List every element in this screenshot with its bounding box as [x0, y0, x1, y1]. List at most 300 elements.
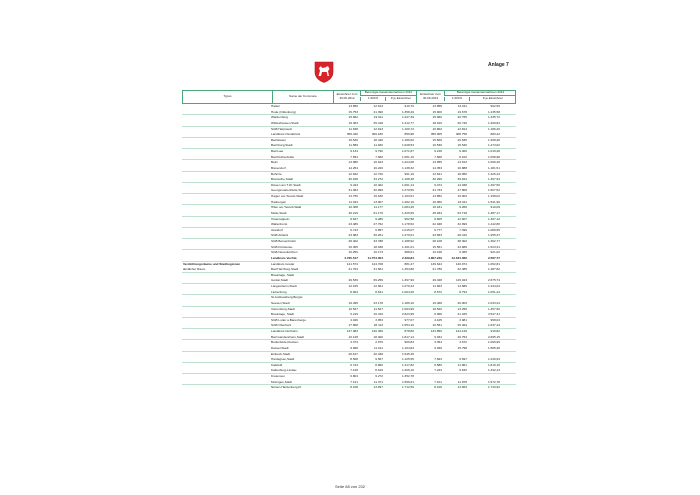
header-ew-2013: Einwohner zum 30.06.2013	[416, 91, 444, 104]
cell-je-ew-2012: 988,61	[404, 250, 414, 255]
cell-kommune: Landkreis Osnabrück	[271, 132, 301, 137]
cell-kommune: Dissen am T.W.,Stadt	[271, 182, 301, 187]
data-table-body	[182, 104, 516, 391]
cell-je-ew-2012: 1.071,87	[401, 149, 414, 153]
cell-ew-2013: 22.948	[432, 222, 442, 227]
cell-einnahmen-2012: 34.272	[373, 177, 383, 182]
cell-kommune: Georgsmarienhütte,St.	[271, 188, 303, 193]
cell-einnahmen-2012: 11.754.004	[367, 255, 383, 260]
cell-einnahmen-2012: 8.641	[375, 289, 383, 294]
cell-je-ew-2012: 1.094,99	[401, 306, 414, 311]
cell-je-ew-2012: 1.103,51	[401, 194, 414, 198]
cell-ew-2012: 7.121	[350, 379, 358, 384]
cell-ew-2013: 9.374	[434, 182, 442, 187]
cell-ew-2013: 6.068	[434, 312, 442, 317]
cell-ew-2012: 13.850	[348, 104, 358, 108]
cell-ew-2012: 15.753	[348, 109, 358, 114]
cell-einnahmen-2012: 18.400	[373, 334, 383, 339]
cell-je-ew-2012: 1.312,77	[401, 120, 414, 125]
cell-je-ew-2013: 958,03	[490, 317, 500, 322]
cell-ew-2013: 7.101	[434, 379, 442, 384]
cell-je-ew-2012: 2.469,84	[401, 255, 414, 260]
cell-ew-2012: 16.305	[348, 244, 358, 249]
cell-ew-2012: 137.083	[346, 329, 358, 333]
cell-typ: ländlicher Raum	[183, 267, 206, 272]
cell-einnahmen-2012: 40.438	[373, 351, 383, 356]
cell-kommune: Braunlage, Stadt	[271, 272, 295, 277]
cell-einnahmen-2012: 7.660	[375, 154, 383, 159]
cell-ew-2012: 6.804	[350, 374, 358, 378]
cell-ew-2013: 45.934	[432, 210, 442, 215]
cell-je-ew-2013: 1.409,84	[487, 120, 500, 125]
cell-ew-2012: 30.918	[348, 177, 358, 182]
cell-kommune: Wallenhorst	[271, 222, 288, 227]
cell-ew-2012: 12.015	[348, 284, 358, 288]
cell-kommune: Bad Iburg,Stadt	[271, 143, 293, 148]
cell-kommune: Landkreis Goslar	[271, 261, 295, 266]
cell-kommune: Hasbergen	[271, 199, 287, 204]
cell-je-ew-2013: 1.362,77	[487, 239, 500, 243]
cell-ew-2013: 9.934	[434, 334, 442, 339]
cell-je-ew-2013: 2.587,77	[487, 255, 500, 260]
cell-ew-2012: 19.363	[348, 120, 358, 125]
header-2012-sub2: € je Einwohner	[385, 97, 416, 101]
cell-einnahmen-2012: 306.186	[371, 132, 383, 137]
cell-je-ew-2012: 859,98	[404, 132, 414, 137]
cell-kommune: Bissendorf	[271, 165, 286, 170]
cell-kommune: Belm	[271, 160, 279, 165]
cell-je-ew-2012: 1.270,56	[401, 188, 414, 193]
cell-einnahmen-2013: 38.302	[457, 239, 467, 243]
cell-je-ew-2013: 1.497,50	[487, 182, 500, 187]
cell-je-ew-2013: 1.240,93	[487, 357, 500, 362]
cell-einnahmen-2013: 146.974	[455, 261, 467, 266]
cell-je-ew-2013: 1.089,55	[487, 227, 500, 232]
cell-einnahmen-2012: 9.567	[375, 357, 383, 362]
cell-einnahmen-2013: 39.624	[457, 177, 467, 182]
cell-ew-2013: 18.916	[432, 120, 442, 125]
cell-kommune: Kalefeld	[271, 362, 283, 367]
cell-einnahmen-2012: 30.261	[373, 233, 383, 238]
cell-einnahmen-2013: 21.325	[457, 312, 467, 317]
cell-je-ew-2013: 2.675,74	[487, 278, 500, 283]
cell-ew-2013: 10.168	[432, 250, 442, 255]
cell-je-ew-2012: 1.161,01	[401, 244, 414, 249]
cell-ew-2012: 23.486	[348, 222, 358, 227]
cell-je-ew-2013: 1.181,51	[487, 165, 500, 170]
cell-ew-2013: 12.641	[432, 171, 442, 176]
cell-einnahmen-2013: 20.003	[457, 300, 467, 305]
cell-einnahmen-2012: 12.913	[373, 126, 383, 131]
cell-ew-2012: 23.983	[348, 233, 358, 238]
cell-ew-2013: 14.353	[432, 165, 442, 170]
cell-ew-2012: 10.527	[348, 306, 358, 311]
cell-ew-2013: 15.960	[432, 115, 442, 120]
cell-ew-2012: 8.604	[350, 289, 358, 294]
cell-einnahmen-2013: 9.632	[459, 368, 467, 373]
cell-ew-2013: 9.939	[434, 345, 442, 350]
cell-je-ew-2013: 1.426,43	[487, 171, 500, 176]
cell-einnahmen-2013: 14.038	[457, 182, 467, 187]
appendix-label: Anlage 7	[488, 62, 509, 68]
cell-ew-2013: 9.218	[434, 149, 442, 153]
cell-einnahmen-2012: 13.997	[373, 385, 383, 390]
cell-einnahmen-2012: 11.920	[373, 143, 383, 148]
cell-einnahmen-2013: 8.793	[459, 289, 467, 294]
cell-ew-2012: 21.763	[348, 267, 358, 272]
cell-ew-2013: 7.823	[434, 357, 442, 362]
cell-einnahmen-2012: 10.462	[373, 182, 383, 187]
cell-einnahmen-2012: 8.860	[375, 362, 383, 367]
cell-je-ew-2013: 1.743,92	[487, 385, 500, 390]
cell-einnahmen-2012: 12.661	[373, 284, 383, 288]
cell-einnahmen-2013: 9.365	[459, 250, 467, 255]
cell-ew-2013: 30.296	[432, 177, 442, 182]
cell-kommune: Bad Essen	[271, 137, 286, 142]
cell-ew-2012: 4.735.517	[344, 255, 358, 260]
cell-einnahmen-2013: 9.266	[459, 205, 467, 210]
cell-einnahmen-2012: 9.272	[375, 374, 383, 378]
cell-ew-2013: 28.108	[432, 239, 442, 243]
cell-ew-2012: 26.167	[348, 351, 358, 356]
cell-einnahmen-2012: 19.911	[373, 115, 383, 120]
cell-je-ew-2013: 880,42	[490, 132, 500, 137]
cell-je-ew-2012: 991,19	[404, 171, 414, 176]
cell-ew-2012: 7.128	[350, 368, 358, 373]
cell-ew-2012: 6.743	[350, 227, 358, 232]
cell-einnahmen-2013: 23.689	[457, 244, 467, 249]
cell-einnahmen-2013: 14.913	[457, 160, 467, 165]
cell-einnahmen-2012: 11.177	[373, 205, 383, 210]
cell-einnahmen-2012: 21.390	[373, 109, 383, 114]
cell-kommune: SGB Fürstenau	[271, 244, 293, 249]
cell-ew-2012: 6.723	[350, 362, 358, 367]
cell-kommune: SGB Harpstedt	[271, 126, 292, 131]
cell-ew-2012: 141.574	[346, 261, 358, 266]
cell-je-ew-2013: 1.186,20	[487, 126, 500, 131]
cell-je-ew-2013: 1.507,52	[487, 188, 500, 193]
cell-einnahmen-2012: 11.527	[373, 306, 383, 311]
cell-einnahmen-2013: 12.814	[457, 126, 467, 131]
cell-kommune: Hatten	[271, 104, 281, 108]
cell-einnahmen-2013: 19.678	[457, 109, 467, 114]
cell-ew-2013: 31.733	[432, 188, 442, 193]
cell-je-ew-2012: 1.186,62	[401, 137, 414, 142]
cell-je-ew-2012: 1.224,08	[401, 160, 414, 165]
cell-je-ew-2013: 1.473,62	[487, 143, 500, 148]
cell-kommune: Seesen,Stadt	[271, 300, 290, 305]
cell-je-ew-2012: 1.070,43	[401, 284, 414, 288]
cell-je-ew-2013: 1.257,50	[487, 306, 500, 311]
cell-je-ew-2012: 878,80	[404, 329, 414, 333]
cell-ew-2012: 10.128	[348, 334, 358, 339]
cell-je-ew-2012: 1.209,16	[401, 368, 414, 373]
cell-einnahmen-2013: 7.399	[459, 227, 467, 232]
cell-einnahmen-2012: 31.661	[373, 267, 383, 272]
cell-einnahmen-2013: 115.023	[456, 278, 467, 283]
cell-ew-2013: 134.850	[430, 329, 442, 333]
cell-kommune: Bramsche,Stadt	[271, 177, 294, 182]
cell-je-ew-2013: 1.019,28	[487, 149, 500, 153]
cell-einnahmen-2012: 12.720	[373, 171, 383, 176]
table-header	[182, 90, 516, 104]
cell-ew-2013: 3.354	[434, 340, 442, 345]
cell-ew-2013: 9.605	[434, 216, 442, 221]
cell-ew-2012: 11.638	[348, 126, 358, 131]
cell-einnahmen-2013: 124.129	[455, 329, 467, 333]
cell-je-ew-2012: 1.270,61	[401, 233, 414, 238]
cell-je-ew-2013: 1.307,12	[487, 216, 500, 221]
cell-einnahmen-2013: 16.911	[457, 199, 467, 204]
cell-ew-2012: 14.254	[348, 165, 358, 170]
cell-ew-2013: 10.520	[432, 306, 442, 311]
cell-einnahmen-2013: 32.385	[457, 267, 467, 272]
cell-ew-2012: 8.508	[350, 357, 358, 362]
cell-kommune: Goslar,Stadt	[271, 278, 289, 283]
cell-ew-2012: 12.842	[348, 171, 358, 176]
cell-je-ew-2013: 1.585,36	[487, 345, 500, 350]
cell-ew-2013: 11.823	[432, 284, 442, 288]
cell-ew-2013: 4.105	[434, 317, 442, 322]
cell-je-ew-2013: 1.541,96	[487, 199, 500, 204]
cell-kommune: Liebenburg	[271, 289, 287, 294]
cell-je-ew-2013: 1.672,78	[487, 379, 500, 384]
cell-je-ew-2013: 1.066,99	[487, 340, 500, 345]
cell-einnahmen-2012: 3.953	[375, 317, 383, 322]
cell-ew-2012: 11.589	[348, 143, 358, 148]
cell-ew-2012: 4.046	[350, 317, 358, 322]
cell-einnahmen-2013: 308.758	[455, 132, 467, 137]
cell-kommune: Landkreis Northeim	[271, 329, 298, 333]
cell-kommune: Einbeck,Stadt	[271, 351, 291, 356]
cell-ew-2012: 9.647	[350, 216, 358, 221]
cell-je-ew-2012: 1.247,39	[401, 115, 414, 120]
cell-ew-2013: 13.955	[432, 160, 442, 165]
cell-ew-2013: 10.539	[432, 143, 442, 148]
cell-kommune: Melle,Stadt	[271, 210, 287, 215]
cell-ew-2013: 15.900	[432, 109, 442, 114]
cell-ew-2013: 6.586	[434, 362, 442, 367]
cell-ew-2012: 13.756	[348, 194, 358, 198]
cell-je-ew-2012: 1.554,10	[401, 323, 414, 328]
cell-je-ew-2013: 1.368,28	[487, 137, 500, 142]
cell-je-ew-2013: 1.307,94	[487, 177, 500, 182]
cell-kommune: Wildeshausen,Stadt	[271, 120, 299, 125]
cell-je-ew-2012: 1.352,78	[401, 374, 414, 378]
cell-ew-2012: 356.430	[346, 132, 358, 137]
cell-einnahmen-2012: 27.762	[373, 222, 383, 227]
cell-ew-2013: 13.852	[432, 194, 442, 198]
lower-saxony-coat-of-arms-icon	[314, 61, 334, 83]
cell-einnahmen-2012: 11.371	[373, 379, 383, 384]
cell-je-ew-2013: 1.033,24	[487, 300, 500, 305]
cell-ew-2012: 31.963	[348, 188, 358, 193]
cell-je-ew-2012: 977,07	[404, 317, 414, 322]
cell-kommune: Bad Laer	[271, 149, 284, 153]
cell-einnahmen-2013: 11.861	[457, 362, 467, 367]
cell-ew-2013: 4.807.229	[428, 255, 442, 260]
cell-kommune: Dassel,Stadt	[271, 345, 289, 350]
cell-je-ew-2012: 1.015,07	[401, 227, 414, 232]
cell-einnahmen-2013: 28.410	[457, 233, 467, 238]
cell-ew-2013: 15.509	[432, 137, 442, 142]
cell-einnahmen-2012: 61.176	[373, 210, 383, 215]
cell-je-ew-2012: 1.138,32	[401, 165, 414, 170]
cell-je-ew-2012: 1.454,80	[401, 267, 414, 272]
cell-kommune: Vienenburg,Stadt	[271, 306, 295, 311]
cell-ew-2013: 10.181	[432, 205, 442, 210]
cell-je-ew-2013: 1.058,98	[487, 154, 500, 159]
cell-einnahmen-2012: 16.643	[373, 160, 383, 165]
cell-ew-2012: 46.219	[348, 210, 358, 215]
cell-ew-2012: 10.308	[348, 205, 358, 210]
cell-ew-2013: 19.468	[432, 300, 442, 305]
cell-je-ew-2013: 2.695,15	[487, 334, 500, 339]
cell-je-ew-2012: 1.125,55	[401, 357, 414, 362]
cell-je-ew-2012: 1.317,82	[401, 362, 414, 367]
cell-je-ew-2013: 1.158,02	[487, 194, 500, 198]
cell-kommune: SGB Lutter a.Barenberge	[271, 317, 306, 322]
cell-kommune: Bad Harzburg,Stadt	[271, 267, 299, 272]
cell-je-ew-2012: 1.596,61	[401, 379, 414, 384]
cell-kommune: Wardenburg	[271, 115, 288, 120]
cell-je-ew-2012: 1.189,10	[401, 300, 414, 305]
cell-kommune: Hude (Oldenburg)	[271, 109, 296, 114]
cell-einnahmen-2012: 23.178	[373, 300, 383, 305]
cell-einnahmen-2012: 13.907	[373, 199, 383, 204]
cell-kommune: Moringen,Stadt	[271, 379, 292, 384]
cell-je-ew-2013: 1.442,80	[487, 222, 500, 227]
cell-einnahmen-2012: 69.259	[373, 278, 383, 283]
cell-ew-2013: 10.551	[432, 323, 442, 328]
cell-je-ew-2013: 3.547,31	[487, 312, 500, 317]
cell-je-ew-2013: 1.099,46	[487, 160, 500, 165]
cell-einnahmen-2012: 40.999	[373, 188, 383, 193]
cell-einnahmen-2013: 13.256	[457, 306, 467, 311]
cell-einnahmen-2012: 16.226	[373, 165, 383, 170]
header-group-2012: Bereinigte Gesamteinnahmen 2012	[360, 91, 416, 96]
cell-je-ew-2013: 1.235,58	[487, 109, 500, 114]
cell-je-ew-2013: 1.387,17	[487, 210, 500, 215]
cell-ew-2012: 13.986	[348, 160, 358, 165]
cell-ew-2012: 15.540	[348, 137, 358, 142]
cell-je-ew-2012: 1.108,48	[401, 177, 414, 182]
cell-kommune: Ostercappeln	[271, 216, 290, 221]
cell-je-ew-2013: 1.335,72	[487, 115, 500, 120]
cell-je-ew-2013: 921,02	[490, 250, 500, 255]
cell-ew-2012: 9.423	[350, 182, 358, 187]
cell-je-ew-2012: 1.051,16	[401, 154, 414, 159]
cell-kommune: Hilter am Teutob.Wald	[271, 205, 302, 210]
header-group-2013: Bereinigte Gesamteinnahmen 2013	[444, 91, 516, 96]
cell-einnahmen-2012: 12.613	[373, 104, 383, 108]
cell-je-ew-2013: 1.810,15	[487, 362, 500, 367]
cell-kommune: Katlenburg-Lindau	[271, 368, 297, 373]
cell-kommune: Bad Gandersheim,Stadt	[271, 334, 305, 339]
cell-einnahmen-2013: 20.535	[457, 137, 467, 142]
cell-einnahmen-2013: 14.663	[457, 385, 467, 390]
cell-je-ew-2012: 1.084,26	[401, 205, 414, 210]
cell-ew-2012: 8.108	[350, 385, 358, 390]
cell-typ: Verdichtungsräume und Stadtregionen	[183, 261, 241, 266]
cell-je-ew-2012: 1.262,16	[401, 199, 414, 204]
cell-ew-2012: 9.134	[350, 149, 358, 153]
cell-einnahmen-2013: 16.888	[457, 165, 467, 170]
cell-einnahmen-2012: 9.790	[375, 149, 383, 153]
cell-je-ew-2012: 1.028,53	[401, 143, 414, 148]
page-footer: Seite 68 von 232	[334, 484, 366, 489]
cell-ew-2012: 49.539	[348, 278, 358, 283]
cell-ew-2013: 7.668	[434, 154, 442, 159]
cell-kommune: St.Andreasberg,Bergst.	[271, 295, 304, 300]
cell-ew-2013: 23.663	[432, 233, 442, 238]
cell-je-ew-2012: 1.061,14	[401, 182, 414, 187]
cell-ew-2012: 9.968	[350, 345, 358, 350]
cell-einnahmen-2013: 32.999	[457, 222, 467, 227]
cell-einnahmen-2012: 120.469	[371, 329, 383, 333]
cell-einnahmen-2013: 15.903	[457, 194, 467, 198]
cell-ew-2012: 10.256	[348, 250, 358, 255]
cell-einnahmen-2012: 26.113	[373, 323, 383, 328]
cell-einnahmen-2012: 16.319	[373, 312, 383, 317]
cell-kommune: Bohmte	[271, 171, 282, 176]
header-typ: Typus	[223, 94, 232, 98]
cell-je-ew-2013: 1.255,37	[487, 233, 500, 238]
header-2013-sub2: € je Einwohner	[469, 97, 516, 101]
cell-je-ew-2012: 1.178,52	[401, 222, 414, 227]
cell-einnahmen-2012: 8.619	[375, 368, 383, 373]
cell-je-ew-2013: 910,09	[490, 205, 500, 210]
cell-je-ew-2012: 881,27	[404, 261, 414, 266]
cell-einnahmen-2013: 15.798	[457, 345, 467, 350]
cell-kommune: Landkreis Vechta	[271, 255, 297, 260]
cell-einnahmen-2012: 9.286	[375, 216, 383, 221]
cell-einnahmen-2013: 9.400	[459, 149, 467, 153]
cell-einnahmen-2012: 124.708	[371, 261, 383, 266]
cell-einnahmen-2013: 47.808	[457, 188, 467, 193]
cell-ew-2013: 21.786	[432, 267, 442, 272]
cell-je-ew-2012: 1.358,29	[401, 109, 414, 114]
cell-kommune: SGB Oberharz	[271, 323, 292, 328]
cell-einnahmen-2013: 13.011	[457, 104, 467, 108]
cell-ew-2013: 10.802	[432, 126, 442, 131]
cell-einnahmen-2013: 20.765	[457, 115, 467, 120]
cell-einnahmen-2013: 25.464	[457, 323, 467, 328]
cell-je-ew-2012: 1.397,99	[401, 278, 414, 283]
header-ew-2012: Einwohner zum 30.06.2012	[333, 91, 360, 104]
cell-je-ew-2012: 2.623,95	[401, 312, 414, 317]
cell-je-ew-2012: 1.104,84	[401, 345, 414, 350]
cell-kommune: Langelsheim,Stadt	[271, 284, 297, 288]
cell-einnahmen-2012: 2.979	[375, 340, 383, 345]
cell-je-ew-2013: 1.051,24	[487, 289, 500, 294]
cell-einnahmen-2013: 12.181.066	[451, 255, 467, 260]
cell-ew-2013: 10.960	[432, 199, 442, 204]
cell-einnahmen-2013: 3.981	[459, 317, 467, 322]
cell-je-ew-2012: 1.188,92	[401, 239, 414, 243]
cell-einnahmen-2013: 18.956	[457, 171, 467, 176]
cell-einnahmen-2013: 12.607	[457, 216, 467, 221]
header-2012-sub1: 1.000 €	[360, 97, 385, 101]
cell-ew-2013: 356.905	[430, 132, 442, 137]
cell-ew-2013: 49.348	[432, 278, 442, 283]
cell-ew-2012: 17.808	[348, 323, 358, 328]
cell-einnahmen-2013: 3.672	[459, 340, 467, 345]
cell-kommune: SGB Artland	[271, 233, 289, 238]
header-name: Name der Kommune	[272, 91, 333, 104]
cell-einnahmen-2013: 26.754	[457, 334, 467, 339]
cell-je-ew-2013: 1.234,04	[487, 284, 500, 288]
